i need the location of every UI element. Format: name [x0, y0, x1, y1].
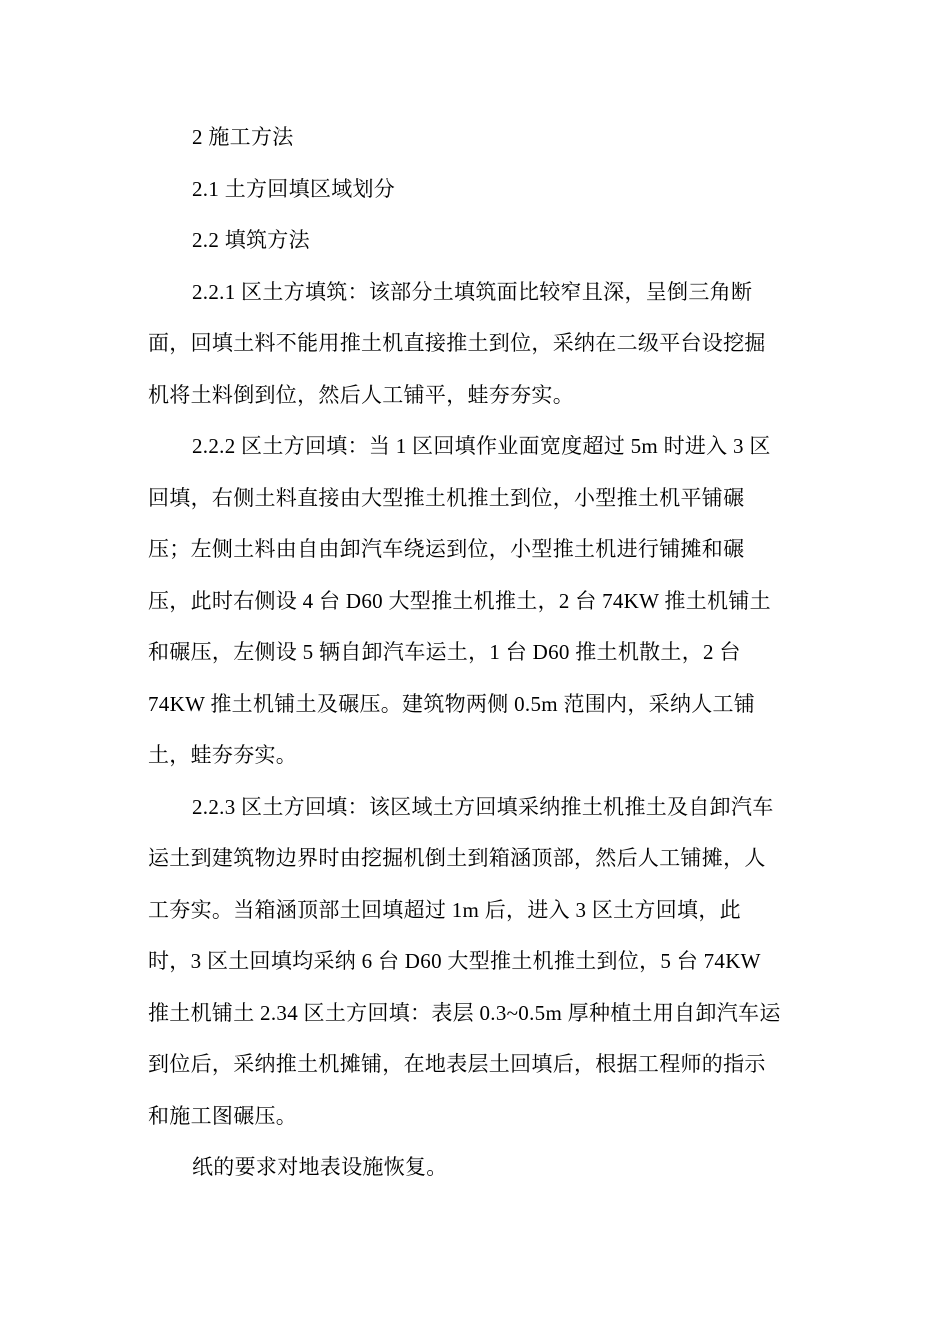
text-line: 推土机铺土 2.34 区土方回填：表层 0.3~0.5m 厚种植土用自卸汽车运 — [148, 1000, 781, 1025]
paragraph-2-2-2 — [148, 421, 808, 782]
text-line: 回填，右侧土料直接由大型推土机推土到位，小型推土机平铺碾 — [148, 485, 745, 510]
text-line: 2 施工方法 — [192, 125, 294, 149]
text-line: 面，回填土料不能用推土机直接推土到位，采纳在二级平台设挖掘 — [148, 331, 766, 355]
text-line: 2.2.1 区土方填筑：该部分土填筑面比较窄且深，呈倒三角断 — [192, 279, 753, 304]
text-line: 和施工图碾压。 — [148, 1103, 298, 1128]
document-body — [148, 112, 808, 1194]
text-line: 工夯实。当箱涵顶部土回填超过 1m 后，进入 3 区土方回填，此 — [148, 897, 741, 922]
text-line: 2.2 填筑方法 — [192, 228, 310, 252]
text-line: 土，蛙夯夯实。 — [148, 743, 298, 767]
text-line: 2.2.2 区土方回填：当 1 区回填作业面宽度超过 5m 时进入 3 区 — [192, 434, 771, 458]
heading-2-1-area-division — [148, 164, 808, 216]
text-line: 压，此时右侧设 4 台 D60 大型推土机推土，2 台 74KW 推土机铺土 — [148, 588, 771, 613]
text-line: 压；左侧土料由自由卸汽车绕运到位，小型推土机进行铺摊和碾 — [148, 537, 745, 561]
text-line: 机将土料倒到位，然后人工铺平，蛙夯夯实。 — [148, 382, 574, 407]
text-line: 和碾压，左侧设 5 辆自卸汽车运土，1 台 D60 推土机散土，2 台 — [148, 640, 741, 664]
text-line: 运土到建筑物边界时由挖掘机倒土到箱涵顶部，然后人工铺摊，人 — [148, 846, 766, 870]
text-line: 2.2.3 区土方回填：该区域土方回填采纳推土机推土及自卸汽车 — [192, 794, 774, 819]
text-line: 时，3 区土回填均采纳 6 台 D60 大型推土机推土到位，5 台 74KW — [148, 949, 761, 973]
paragraph-closing — [148, 1142, 808, 1194]
paragraph-2-2-3 — [148, 782, 808, 1143]
paragraph-2-2-1 — [148, 267, 808, 422]
heading-2-construction-method — [148, 112, 808, 164]
text-line: 2.1 土方回填区域划分 — [192, 176, 396, 201]
text-line: 到位后，采纳推土机摊铺，在地表层土回填后，根据工程师的指示 — [148, 1052, 766, 1076]
heading-2-2-filling-method — [148, 215, 808, 267]
text-line: 纸的要求对地表设施恢复。 — [192, 1155, 448, 1179]
text-line: 74KW 推土机铺土及碾压。建筑物两侧 0.5m 范围内，采纳人工铺 — [148, 691, 756, 716]
